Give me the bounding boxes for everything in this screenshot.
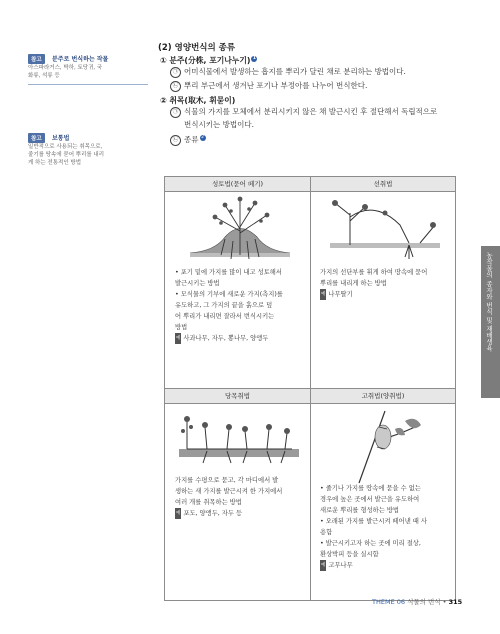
- tip-layering-description: 가지의 선단부를 휘게 하여 땅속에 묻어 뿌리를 내리게 하는 방법 예 나무딸기: [320, 269, 428, 298]
- mound-layering-illustration: [185, 195, 295, 265]
- example-badge: 예: [175, 333, 181, 344]
- section-title: (2) 영양번식의 종류: [158, 43, 236, 53]
- example-badge: 예: [175, 508, 181, 519]
- note-body-2: 일반적으로 사용되는 취목으로, 줄기를 땅속에 묻어 뿌리를 내리 게 하는 전통적인 방법: [28, 144, 105, 166]
- air-layering-description: • 줄기나 가지를 땅속에 묻을 수 없는 경우에 높은 곳에서 발근을 유도하여 새로운 뿌리를 형성하는 방법 • 오래된 가지를 발근시켜 떼어낸 때 사 용함 • 발근시키고자 하는 곳에 미리 절상, 환상박피 등을 실시함 예 고무나무: [320, 485, 427, 569]
- chapter-side-tab: 농작물의 종자와 번식 및 재배생육: [481, 246, 500, 398]
- mound-layering-description: • 포기 밑에 가지를 많이 내고 성토해서 발근시키는 방법 • 모식물의 기부에 새로운 가지(측지)를 유도하고, 그 가지의 끝을 흙으로 덮 어 뿌리가 내리면 잘라서 번식시키는 방법 예 사과나무, 자두, 뽕나무, 양앵두: [175, 269, 283, 342]
- note-title-2: 보통법: [52, 135, 70, 142]
- footnote-1-marker: 1: [252, 56, 256, 61]
- air-layering-illustration: [345, 407, 425, 485]
- trench-layering-description: 가지를 수평으로 묻고, 각 마디에서 발 생하는 새 가지를 발근시켜 한 가지에서 여러 개를 취목하는 방법 예 포도, 양앵두, 자두 등: [175, 477, 283, 517]
- header-bottom-line-bottom: [165, 403, 455, 404]
- note-body-1: 아스파라거스, 박하, 토당귀, 국 화류, 석류 등: [28, 65, 103, 79]
- page-number: 315: [448, 598, 463, 606]
- note-title-1: 분주로 번식하는 작물: [52, 56, 109, 63]
- header-tip-layering: 선취법: [311, 177, 455, 191]
- note-divider-1: [28, 84, 148, 85]
- item1-line-1: ㉠ 어미식물에서 발생하는 흡지를 뿌리가 달린 채로 분리하는 방법이다.: [170, 66, 406, 78]
- header-bottom-line-top: [165, 191, 455, 192]
- note-tag-2: 참고: [28, 133, 45, 143]
- example-badge: 예: [320, 289, 326, 300]
- item2-title: ② 취목(取木, 휘묻이): [160, 96, 236, 105]
- footnote-2-marker: 2: [201, 135, 204, 140]
- footer-title: 식물의 번식: [407, 598, 441, 606]
- page-footer: [372, 597, 462, 606]
- item2-line-1: ㉠ 식물의 가지를 모체에서 분리시키지 않은 채 발근시킨 후 절단해서 독립적으로: [170, 106, 470, 118]
- item1-title: ① 분주(分株, 포기나누기) 1: [160, 56, 256, 65]
- header-mound-layering: 성토법(묻어 떼기): [165, 177, 310, 191]
- item1-line-2: ㉡ 뿌리 부근에서 생겨난 포기나 부정아를 나누어 번식한다.: [170, 80, 367, 92]
- header-air-layering: 고취법(양취법): [311, 389, 455, 403]
- note-tag-1: 참고: [28, 54, 45, 64]
- layering-methods-table: [164, 176, 456, 601]
- footer-separator: •: [442, 598, 447, 606]
- example-badge: 예: [320, 560, 326, 571]
- trench-layering-illustration: [177, 409, 302, 469]
- footer-theme: THEME 06: [372, 598, 406, 606]
- item2-line-2: ㉡ 종류 2: [170, 134, 206, 146]
- tip-layering-illustration: [325, 195, 445, 265]
- header-trench-layering: 당목취법: [165, 389, 310, 403]
- item2-line-1-cont: 번식시키는 방법이다.: [184, 120, 254, 129]
